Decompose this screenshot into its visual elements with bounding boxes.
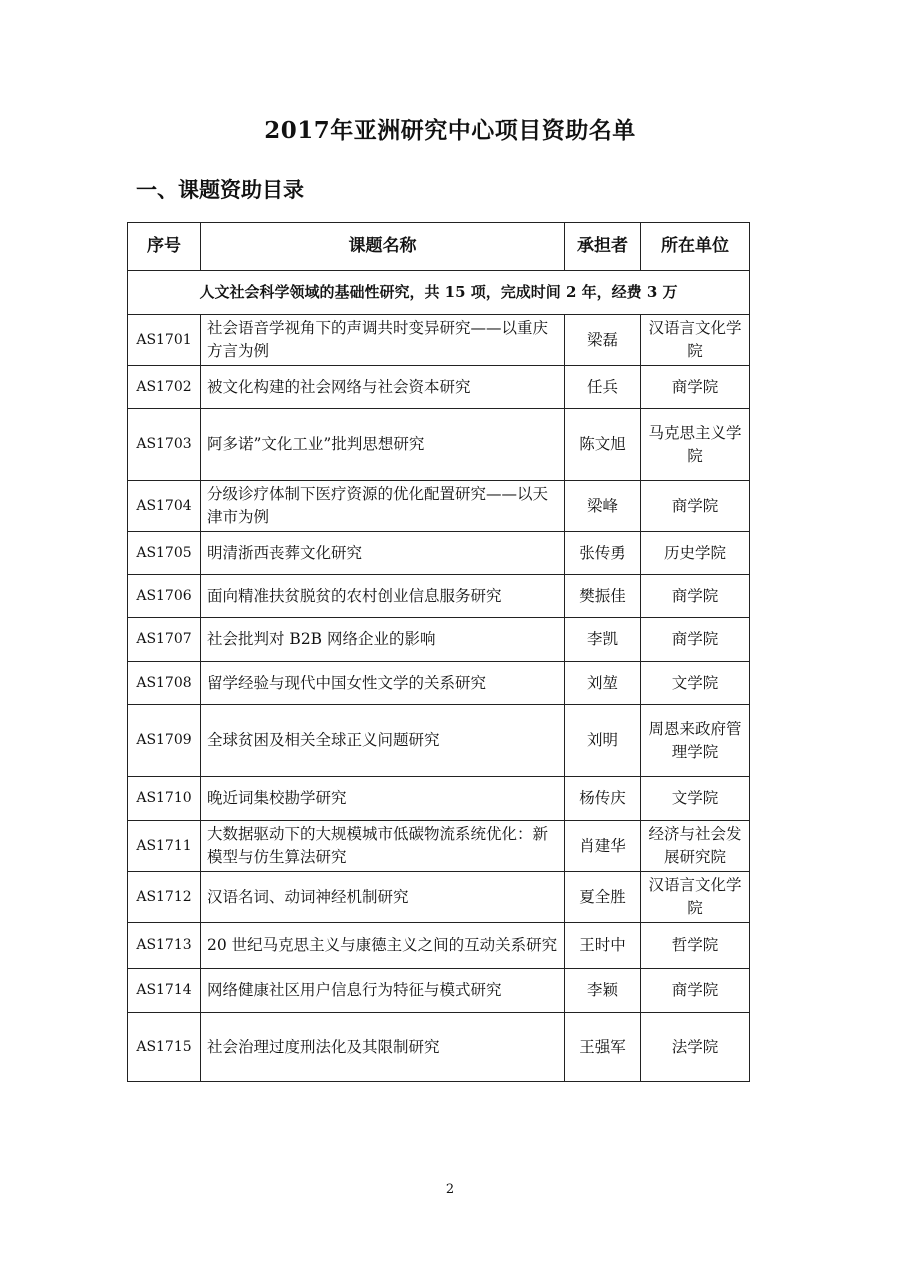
table-row [128, 618, 750, 662]
cell-id: AS1703 [128, 409, 201, 481]
cell-unit: 马克思主义学院 [641, 409, 750, 481]
cell-title: 社会语音学视角下的声调共时变异研究——以重庆方言为例 [201, 315, 565, 366]
category-row [128, 271, 750, 315]
header-unit: 所在单位 [641, 223, 750, 271]
cell-unit: 历史学院 [641, 532, 750, 575]
cell-unit: 商学院 [641, 366, 750, 409]
cell-title: 晚近词集校勘学研究 [201, 777, 565, 821]
cell-title: 面向精准扶贫脱贫的农村创业信息服务研究 [201, 575, 565, 618]
page-number: 2 [445, 1182, 455, 1197]
category-label: 人文社会科学领域的基础性研究，共 15 项，完成时间 2 年，经费 3 万 [128, 271, 750, 315]
cell-id: AS1711 [128, 821, 201, 872]
cell-id: AS1702 [128, 366, 201, 409]
cell-unit: 法学院 [641, 1013, 750, 1082]
header-id: 序号 [128, 223, 201, 271]
cell-pi: 王强军 [565, 1013, 641, 1082]
cell-unit: 文学院 [641, 777, 750, 821]
cell-title: 汉语名词、动词神经机制研究 [201, 872, 565, 923]
cell-pi: 夏全胜 [565, 872, 641, 923]
cell-pi: 杨传庆 [565, 777, 641, 821]
cell-id: AS1701 [128, 315, 201, 366]
cell-pi: 张传勇 [565, 532, 641, 575]
cell-title: 20 世纪马克思主义与康德主义之间的互动关系研究 [201, 923, 565, 969]
cell-pi: 肖建华 [565, 821, 641, 872]
cell-unit: 商学院 [641, 618, 750, 662]
cell-id: AS1709 [128, 705, 201, 777]
table-row [128, 481, 750, 532]
table-row [128, 409, 750, 481]
cell-unit: 商学院 [641, 481, 750, 532]
cell-pi: 梁峰 [565, 481, 641, 532]
project-table [127, 222, 750, 1082]
table-row [128, 705, 750, 777]
table-row [128, 1013, 750, 1082]
cell-pi: 刘堃 [565, 662, 641, 705]
cell-id: AS1707 [128, 618, 201, 662]
cell-title: 网络健康社区用户信息行为特征与模式研究 [201, 969, 565, 1013]
cell-id: AS1706 [128, 575, 201, 618]
table-row [128, 366, 750, 409]
table-row [128, 872, 750, 923]
table-row [128, 662, 750, 705]
table-header-row [128, 223, 750, 271]
cell-id: AS1705 [128, 532, 201, 575]
cell-title: 全球贫困及相关全球正义问题研究 [201, 705, 565, 777]
section-heading: 一、课题资助目录 [136, 177, 304, 202]
cell-title: 阿多诺”文化工业”批判思想研究 [201, 409, 565, 481]
table-row [128, 575, 750, 618]
cell-pi: 陈文旭 [565, 409, 641, 481]
cell-unit: 汉语言文化学院 [641, 872, 750, 923]
cell-id: AS1704 [128, 481, 201, 532]
cell-id: AS1715 [128, 1013, 201, 1082]
cell-title: 社会批判对 B2B 网络企业的影响 [201, 618, 565, 662]
cell-title: 大数据驱动下的大规模城市低碳物流系统优化：新模型与仿生算法研究 [201, 821, 565, 872]
cell-pi: 刘明 [565, 705, 641, 777]
cell-id: AS1712 [128, 872, 201, 923]
cell-unit: 汉语言文化学院 [641, 315, 750, 366]
document-title: 2017年亚洲研究中心项目资助名单 [264, 117, 636, 144]
cell-unit: 经济与社会发展研究院 [641, 821, 750, 872]
cell-pi: 王时中 [565, 923, 641, 969]
cell-title: 被文化构建的社会网络与社会资本研究 [201, 366, 565, 409]
cell-unit: 文学院 [641, 662, 750, 705]
cell-title: 分级诊疗体制下医疗资源的优化配置研究——以天津市为例 [201, 481, 565, 532]
table-row [128, 969, 750, 1013]
cell-pi: 任兵 [565, 366, 641, 409]
cell-title: 留学经验与现代中国女性文学的关系研究 [201, 662, 565, 705]
cell-pi: 樊振佳 [565, 575, 641, 618]
cell-unit: 周恩来政府管理学院 [641, 705, 750, 777]
cell-id: AS1713 [128, 923, 201, 969]
cell-title: 社会治理过度刑法化及其限制研究 [201, 1013, 565, 1082]
cell-id: AS1710 [128, 777, 201, 821]
cell-unit: 商学院 [641, 575, 750, 618]
cell-title: 明清浙西丧葬文化研究 [201, 532, 565, 575]
header-pi: 承担者 [565, 223, 641, 271]
header-title: 课题名称 [201, 223, 565, 271]
table-row [128, 923, 750, 969]
cell-id: AS1708 [128, 662, 201, 705]
cell-unit: 哲学院 [641, 923, 750, 969]
cell-pi: 李颖 [565, 969, 641, 1013]
cell-id: AS1714 [128, 969, 201, 1013]
table-row [128, 777, 750, 821]
cell-pi: 梁磊 [565, 315, 641, 366]
table-row [128, 821, 750, 872]
table-row [128, 532, 750, 575]
cell-pi: 李凯 [565, 618, 641, 662]
cell-unit: 商学院 [641, 969, 750, 1013]
table-row [128, 315, 750, 366]
